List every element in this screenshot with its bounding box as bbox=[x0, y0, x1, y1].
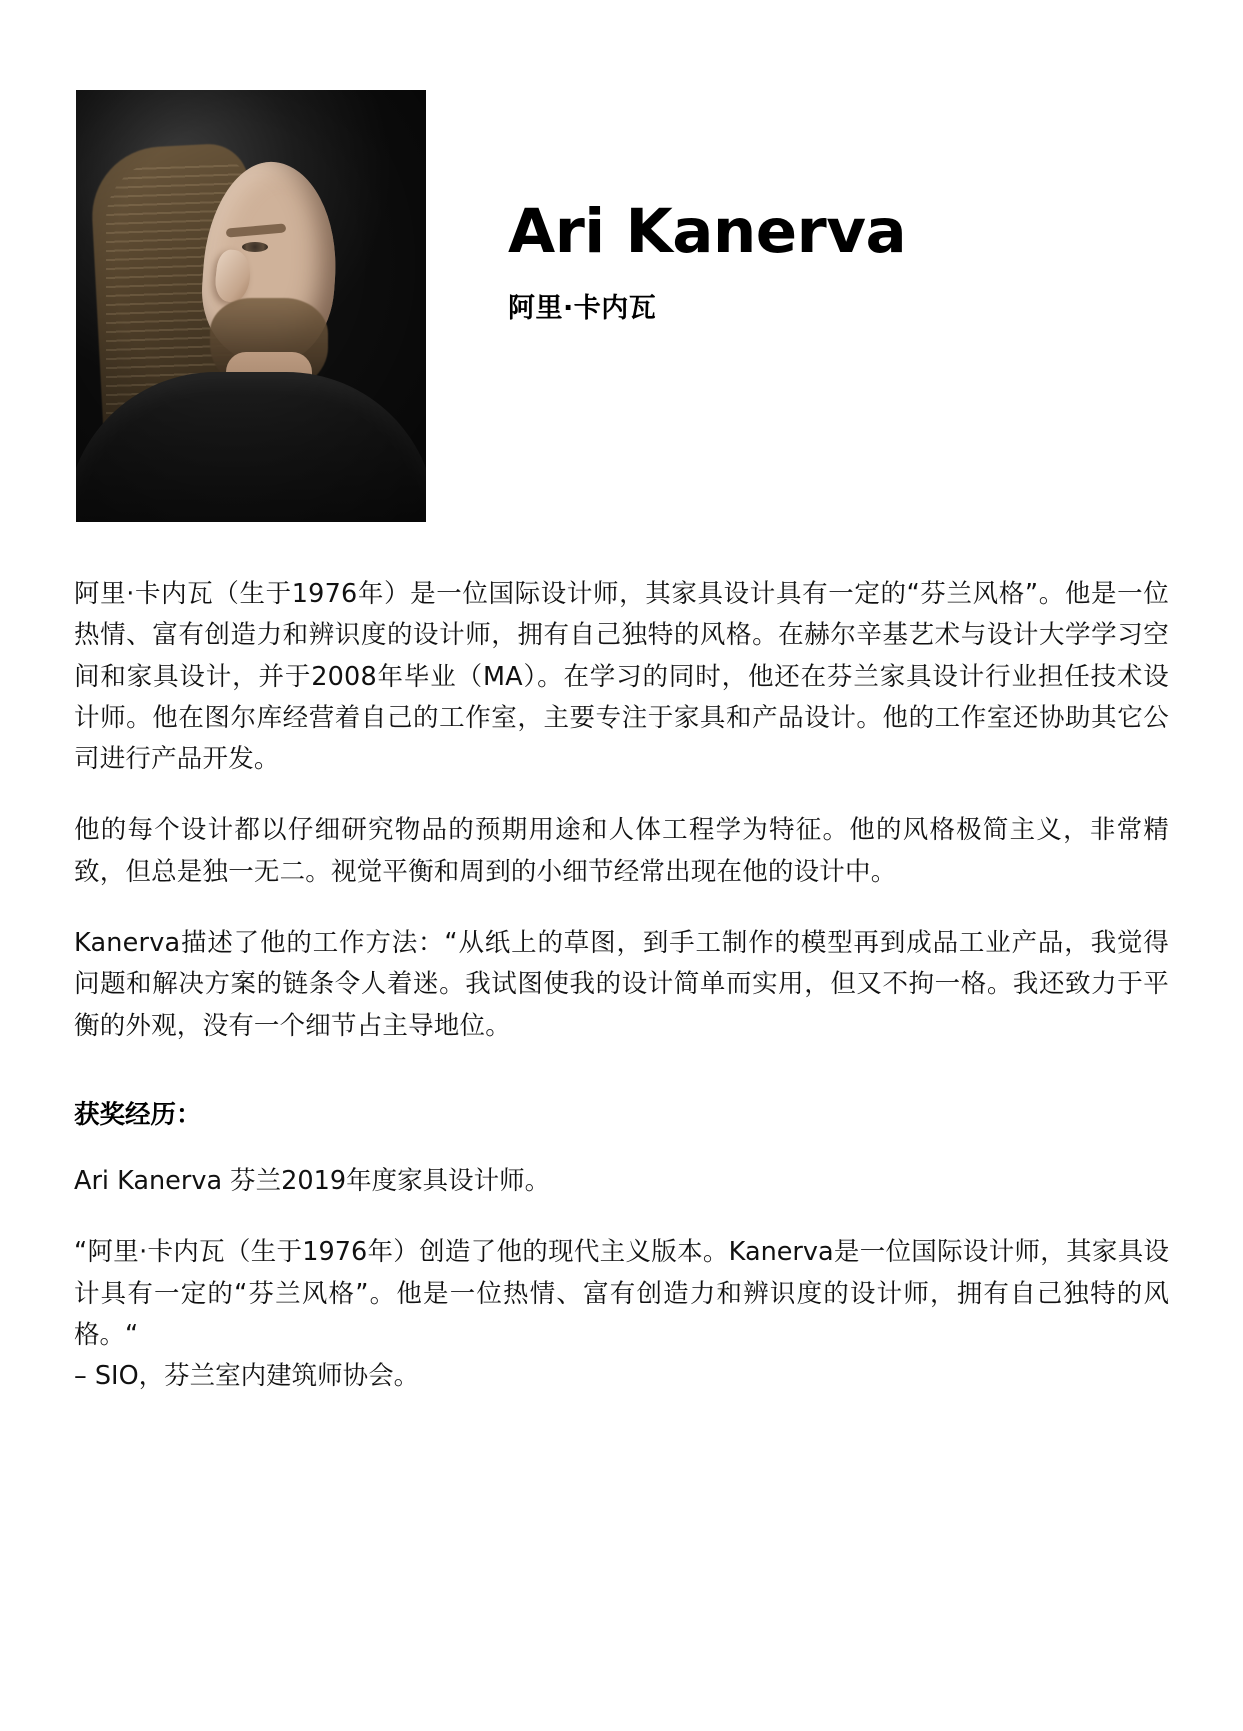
bio-paragraph-1: 阿里·卡内瓦（生于1976年）是一位国际设计师，其家具设计具有一定的“芬兰风格”。他是一位热情、富有创造力和辨识度的设计师，拥有自己独特的风格。在赫尔辛基艺术与设计大学学习空间和家具设计，并于2008年毕业（MA）。在学习的同时，他还在芬兰家具设计行业担任技术设计师。他在图尔库经营着自己的工作室，主要专注于家具和产品设计。他的工作室还协助其它公司进行产品开发。 bbox=[74, 579, 1169, 775]
awards-heading: 获奖经历： bbox=[74, 1099, 202, 1130]
award-quote: “阿里·卡内瓦（生于1976年）创造了他的现代主义版本。Kanerva是一位国际设计师，其家具设计具有一定的“芬兰风格”。他是一位热情、富有创造力和辨识度的设计师，拥有自己独特的风格。“ bbox=[74, 1237, 1169, 1350]
page-subtitle: 阿里·卡内瓦 bbox=[508, 293, 657, 325]
title-block bbox=[426, 90, 1243, 325]
portrait-photo bbox=[76, 90, 426, 522]
profile-header bbox=[0, 0, 1243, 522]
page-title: Ari Kanerva bbox=[508, 196, 907, 267]
bio-paragraph-2: 他的每个设计都以仔细研究物品的预期用途和人体工程学为特征。他的风格极简主义，非常精致，但总是独一无二。视觉平衡和周到的小细节经常出现在他的设计中。 bbox=[74, 815, 1169, 887]
biography-content bbox=[0, 522, 1243, 1397]
award-quote-credit: – SIO，芬兰室内建筑师协会。 bbox=[74, 1361, 420, 1392]
bio-paragraph-3: Kanerva描述了他的工作方法：“从纸上的草图，到手工制作的模型再到成品工业产品，我觉得问题和解决方案的链条令人着迷。我试图使我的设计简单而实用，但又不拘一格。我还致力于平衡的外观，没有一个细节占主导地位。 bbox=[74, 928, 1169, 1041]
photo-vignette bbox=[76, 90, 426, 522]
award-item-1: Ari Kanerva 芬兰2019年度家具设计师。 bbox=[74, 1165, 551, 1196]
